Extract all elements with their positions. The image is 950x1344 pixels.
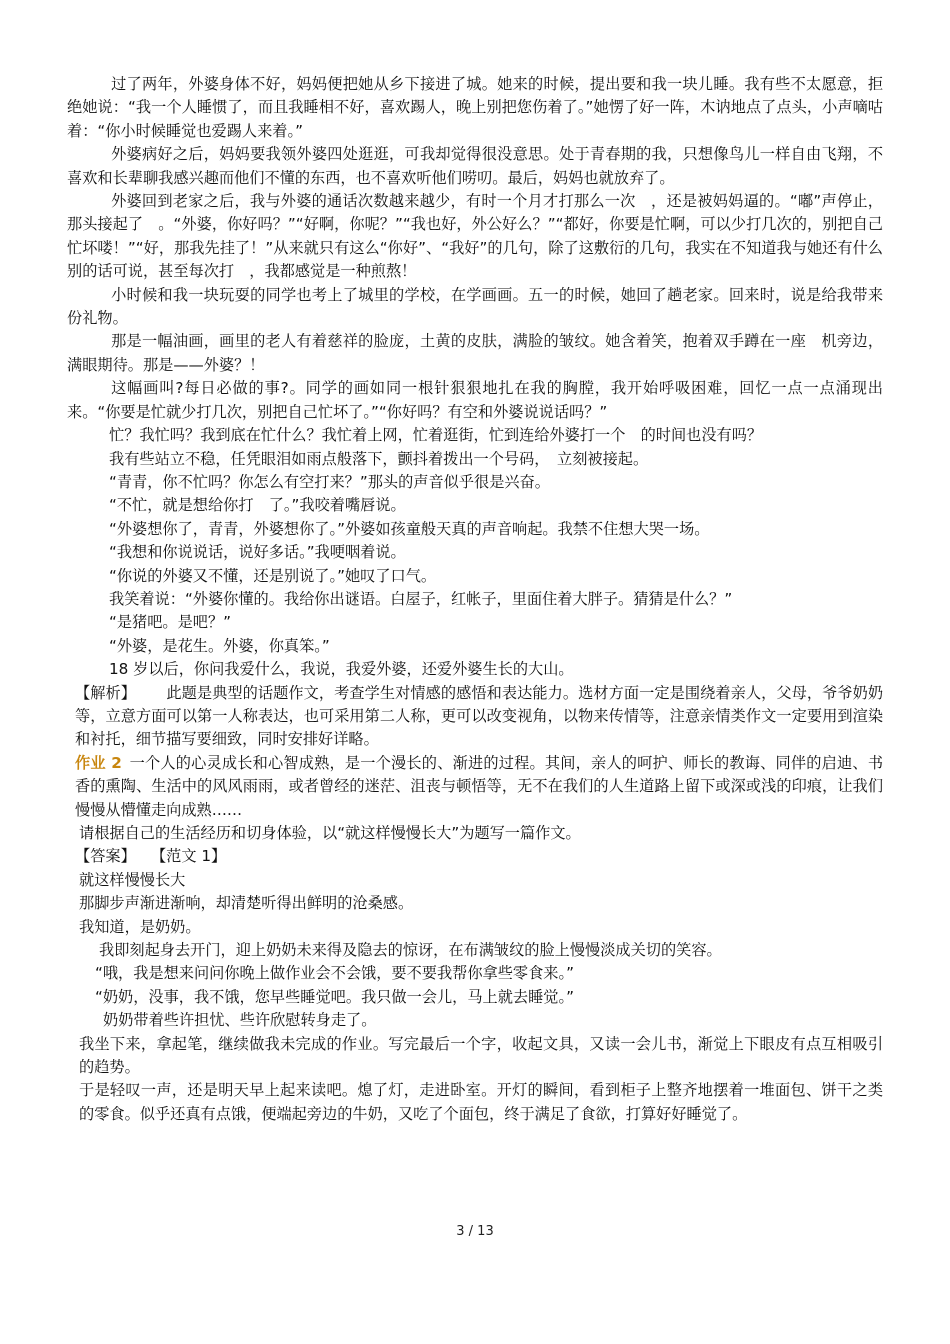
story-paragraph: 这幅画叫?每日必做的事?。同学的画如同一根针狠狠地扎在我的胸膛，我开始呼吸困难，回忆一点一点涌现出来。“你要是忙就少打几次，别把自己忙坏了。”“你好吗？有空和外婆说说话吗？” xyxy=(67,379,883,421)
answer-header xyxy=(67,845,883,868)
story-paragraph: 外婆病好之后，妈妈要我领外婆四处逛逛，可我却觉得很没意思。处于青春期的我，只想像鸟儿一样自由飞翔，不喜欢和长辈聊我感兴趣而他们不懂的东西，也不喜欢听他们唠叨。最后，妈妈也就放弃了。 xyxy=(67,145,883,187)
essay-line: 我知道，是奶奶。 xyxy=(79,917,201,936)
story-paragraph: “外婆，是花生。外婆，你真笨。” xyxy=(109,636,330,655)
story-paragraph: 外婆回到老家之后，我与外婆的通话次数越来越少，有时一个月才打那么一次 ，还是被妈妈逼的。“嘟”声停止，那头接起了 。“外婆，你好吗？”“好啊，你呢？”“我也好，外公好么？”“都好，你要是忙啊，可以少打几次的，别把自己忙坏喽！”“好，那我先挂了！”从来就只有这么“你好”、“我好”的几句，除了这敷衍的几句，我实在不知道我与她还有什么别的话可说，甚至每次打 ，我都感觉是一种煎熬！ xyxy=(67,192,883,281)
analysis-label: 【解析】 xyxy=(75,683,136,702)
story-paragraph: 过了两年，外婆身体不好，妈妈便把她从乡下接进了城。她来的时候，提出要和我一块儿睡。我有些不太愿意，拒绝她说：“我一个人睡惯了，而且我睡相不好，喜欢踢人，晚上别把您伤着了。”她愣了好一阵，木讷地点了点头，小声嘀咕着：“你小时候睡觉也爱踢人来着。” xyxy=(67,75,883,140)
essay-line: 我坐下来，拿起笔，继续做我未完成的作业。写完最后一个字，收起文具，又读一会儿书，渐觉上下眼皮有点互相吸引的趋势。 xyxy=(79,1034,883,1077)
answer-label: 【答案】 xyxy=(75,847,136,866)
story-paragraph: 那是一幅油画，画里的老人有着慈祥的脸庞，土黄的皮肤，满脸的皱纹。她含着笑，抱着双手蹲在一座 机旁边，满眼期待。那是——外婆？！ xyxy=(67,332,883,374)
homework-2-text: 一个人的心灵成长和心智成熟，是一个漫长的、渐进的过程。其间，亲人的呵护、师长的教诲、同伴的启迪、书香的熏陶、生活中的风风雨雨，或者曾经的迷茫、沮丧与顿悟等，无不在我们的人生道路上留下或深或浅的印痕，让我们慢慢从懵懂走向成熟…… xyxy=(75,753,884,819)
essay-line: “哦，我是想来问问你晚上做作业会不会饿，要不要我帮你拿些零食来。” xyxy=(95,964,574,983)
essay-title: 就这样慢慢长大 xyxy=(79,870,186,889)
story-paragraph: “是猪吧。是吧？” xyxy=(109,613,232,632)
page-content xyxy=(67,73,883,1126)
essay-line: 奶奶带着些许担忧、些许欣慰转身走了。 xyxy=(103,1011,377,1030)
homework-2-section xyxy=(67,752,883,822)
sample-essay-label: 【范文 1】 xyxy=(150,847,227,866)
essay-line: 于是轻叹一声，还是明天早上起来读吧。熄了灯，走进卧室。开灯的瞬间，看到柜子上整齐地摆着一堆面包、饼干之类的零食。似乎还真有点饿，便端起旁边的牛奶，又吃了个面包，终于满足了食欲，打算好好睡觉了。 xyxy=(79,1081,883,1123)
homework-2-prompt: 请根据自己的生活经历和切身体验，以“就这样慢慢长大”为题写一篇作文。 xyxy=(79,824,581,842)
story-paragraph: 我笑着说：“外婆你懂的。我给你出谜语。白屋子，红帐子，里面住着大胖子。猜猜是什么？” xyxy=(109,589,733,608)
essay-line: 我即刻起身去开门，迎上奶奶未来得及隐去的惊讶，在布满皱纹的脸上慢慢淡成关切的笑容。 xyxy=(99,941,722,960)
story-paragraph: “青青，你不忙吗？你怎么有空打来？”那头的声音似乎很是兴奋。 xyxy=(109,472,550,491)
analysis-text: 此题是典型的话题作文，考查学生对情感的感悟和表达能力。选材方面一定是围绕着亲人，父母，爷爷奶奶等，立意方面可以第一人称表达，也可采用第二人称，更可以改变视角，以物来传情等，注意亲情类作文一定要用到渲染和衬托，细节描写要细致，同时安排好详略。 xyxy=(75,683,884,749)
page-number: 3 / 13 xyxy=(456,1224,494,1239)
homework-2-label: 作业 2 xyxy=(75,753,122,772)
story-paragraph: “你说的外婆又不懂，还是别说了。”她叹了口气。 xyxy=(109,566,437,585)
story-paragraph: “不忙，就是想给你打 了。”我咬着嘴唇说。 xyxy=(109,496,406,515)
story-paragraph: 忙？我忙吗？我到底在忙什么？我忙着上网，忙着逛街，忙到连给外婆打一个 的时间也没有吗？ xyxy=(109,426,763,445)
analysis-section xyxy=(67,682,883,752)
story-paragraph: “我想和你说说话，说好多话。”我哽咽着说。 xyxy=(109,543,406,562)
story-paragraph: 我有些站立不稳，任凭眼泪如雨点般落下，颤抖着拨出一个号码， 立刻被接起。 xyxy=(109,449,649,468)
essay-line: “奶奶，没事，我不饿，您早些睡觉吧。我只做一会儿，马上就去睡觉。” xyxy=(95,987,574,1006)
story-paragraph: 小时候和我一块玩耍的同学也考上了城里的学校，在学画画。五一的时候，她回了趟老家。回来时，说是给我带来份礼物。 xyxy=(67,285,883,328)
essay-line: 那脚步声渐进渐响，却清楚听得出鲜明的沧桑感。 xyxy=(79,894,414,913)
story-paragraph: “外婆想你了，青青，外婆想你了。”外婆如孩童般天真的声音响起。我禁不住想大哭一场。 xyxy=(109,519,710,538)
story-paragraph: 18 岁以后，你问我爱什么，我说，我爱外婆，还爱外婆生长的大山。 xyxy=(109,660,574,679)
